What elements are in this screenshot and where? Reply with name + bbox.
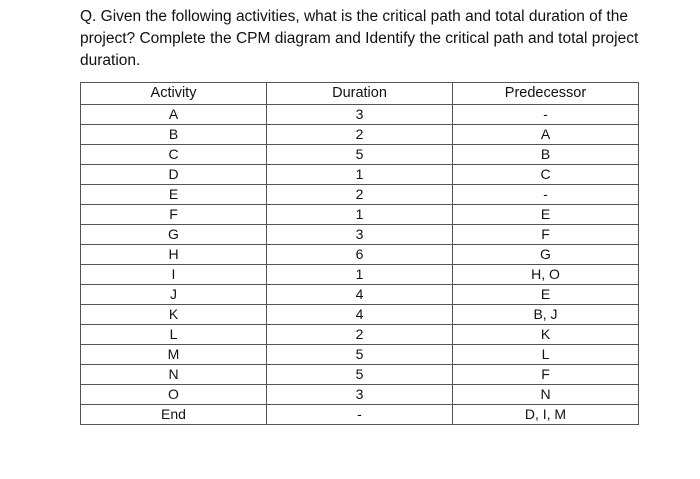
table-row [81, 345, 639, 365]
header-activity: Activity [81, 83, 267, 105]
table-row [81, 245, 639, 265]
duration-cell: 1 [267, 205, 453, 225]
duration-cell: 4 [267, 305, 453, 325]
activity-cell: D [81, 165, 267, 185]
duration-cell: 5 [267, 145, 453, 165]
header-predecessor: Predecessor [453, 83, 639, 105]
predecessor-cell: C [453, 165, 639, 185]
predecessor-cell: L [453, 345, 639, 365]
activity-cell: K [81, 305, 267, 325]
duration-cell: 3 [267, 105, 453, 125]
predecessor-cell: B, J [453, 305, 639, 325]
activity-cell: H [81, 245, 267, 265]
predecessor-cell: - [453, 185, 639, 205]
predecessor-cell: H, O [453, 265, 639, 285]
table-header-row [81, 83, 639, 105]
activity-cell: G [81, 225, 267, 245]
activity-cell: End [81, 405, 267, 425]
duration-cell: - [267, 405, 453, 425]
predecessor-cell: B [453, 145, 639, 165]
activity-table-container [80, 82, 638, 425]
predecessor-cell: F [453, 365, 639, 385]
predecessor-cell: E [453, 285, 639, 305]
table-row [81, 105, 639, 125]
activity-table [80, 82, 639, 425]
duration-cell: 1 [267, 165, 453, 185]
duration-cell: 5 [267, 365, 453, 385]
activity-cell: E [81, 185, 267, 205]
table-row [81, 385, 639, 405]
table-row [81, 265, 639, 285]
table-row [81, 125, 639, 145]
activity-cell: M [81, 345, 267, 365]
table-row [81, 285, 639, 305]
duration-cell: 3 [267, 225, 453, 245]
activity-cell: F [81, 205, 267, 225]
header-duration: Duration [267, 83, 453, 105]
activity-cell: A [81, 105, 267, 125]
predecessor-cell: K [453, 325, 639, 345]
activity-cell: L [81, 325, 267, 345]
predecessor-cell: N [453, 385, 639, 405]
table-row [81, 205, 639, 225]
duration-cell: 6 [267, 245, 453, 265]
activity-cell: N [81, 365, 267, 385]
table-row [81, 305, 639, 325]
table-row [81, 185, 639, 205]
duration-cell: 2 [267, 325, 453, 345]
table-row [81, 405, 639, 425]
activity-cell: C [81, 145, 267, 165]
activity-cell: I [81, 265, 267, 285]
duration-cell: 2 [267, 125, 453, 145]
predecessor-cell: F [453, 225, 639, 245]
activity-cell: J [81, 285, 267, 305]
table-row [81, 325, 639, 345]
table-body [81, 105, 639, 425]
predecessor-cell: G [453, 245, 639, 265]
question-text: Q. Given the following activities, what is the critical path and total duration of the project? Complete the CPM diagram and Identify the critical path and total project duration. [80, 8, 643, 69]
duration-cell: 2 [267, 185, 453, 205]
table-row [81, 145, 639, 165]
predecessor-cell: D, I, M [453, 405, 639, 425]
table-row [81, 365, 639, 385]
table-row [81, 225, 639, 245]
duration-cell: 1 [267, 265, 453, 285]
predecessor-cell: E [453, 205, 639, 225]
predecessor-cell: - [453, 105, 639, 125]
duration-cell: 5 [267, 345, 453, 365]
table-row [81, 165, 639, 185]
predecessor-cell: A [453, 125, 639, 145]
activity-cell: B [81, 125, 267, 145]
duration-cell: 3 [267, 385, 453, 405]
activity-cell: O [81, 385, 267, 405]
duration-cell: 4 [267, 285, 453, 305]
